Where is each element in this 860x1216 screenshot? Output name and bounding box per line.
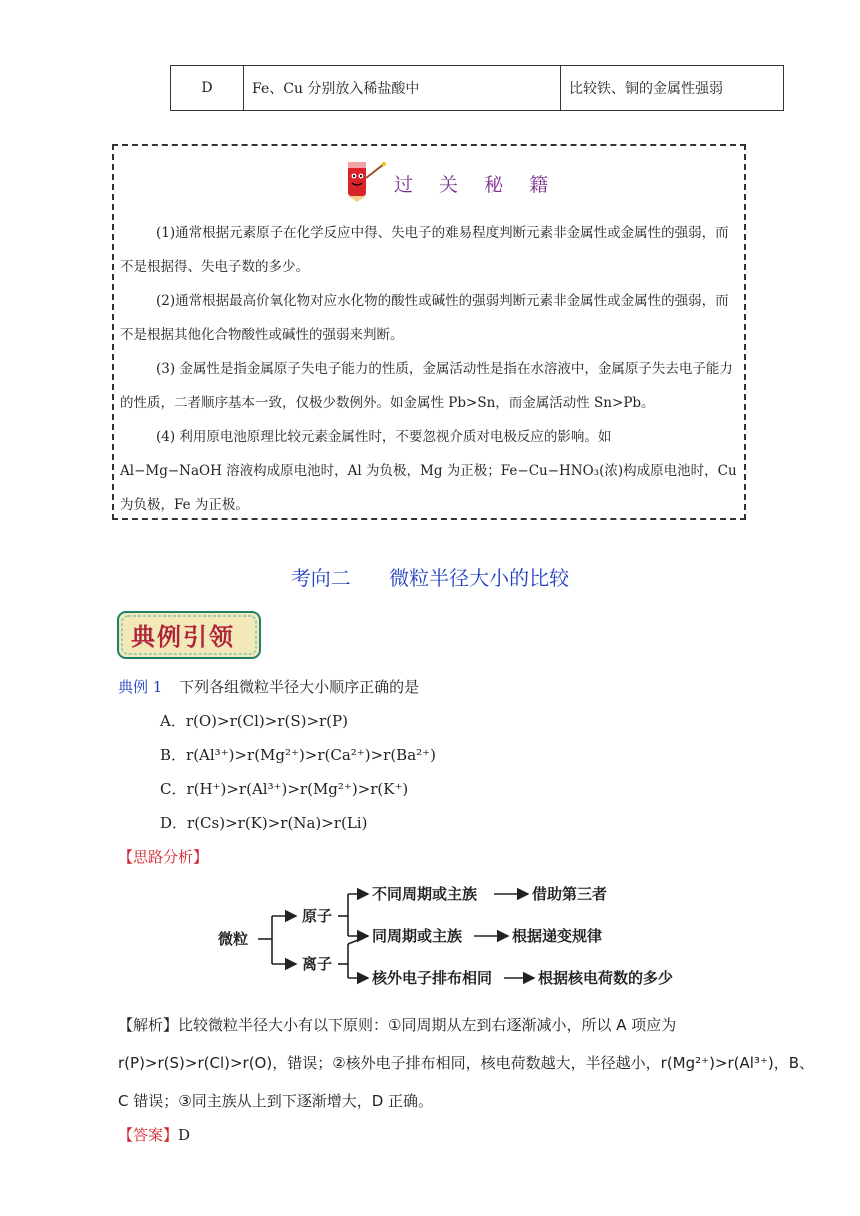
example-question [118, 676, 419, 697]
example-label: 典例 1 [118, 678, 163, 696]
answer-value: D [178, 1126, 191, 1144]
diagram-result3: 根据核电荷数的多少 [538, 969, 674, 987]
section-title-part2: 微粒半径大小的比较 [389, 566, 570, 590]
analysis-heading: 【思路分析】 [118, 848, 209, 866]
diagram-branch2: 同周期或主族 [372, 927, 463, 945]
table-cell-letter: D [171, 66, 244, 111]
tips-title: 过 关 秘 籍 [394, 174, 559, 196]
section-title [0, 562, 860, 591]
analysis-line-3: C 错误；③同主族从上到下逐渐增大，D 正确。 [118, 1092, 434, 1110]
comparison-table [170, 65, 784, 111]
diagram-result1: 借助第三者 [532, 885, 608, 903]
option-b: B．r(Al³⁺)>r(Mg²⁺)>r(Ca²⁺)>r(Ba²⁺) [160, 746, 436, 764]
analysis-line-1: 【解析】比较微粒半径大小有以下原则：①同周期从左到右逐渐减小，所以 A 项应为 [118, 1016, 677, 1034]
option-d: D．r(Cs)>r(K)>r(Na)>r(Li) [160, 814, 368, 832]
answer [118, 1124, 190, 1145]
diagram-ion: 离子 [302, 955, 333, 973]
example-question-text: 下列各组微粒半径大小顺序正确的是 [179, 678, 420, 696]
diagram-atom: 原子 [302, 907, 333, 925]
answer-label: 【答案】 [118, 1126, 179, 1144]
tip-paragraph-3: (3) 金属性是指金属原子失电子能力的性质，金属活动性是指在水溶液中，金属原子失去电子能力的性质，二者顺序基本一致，仅极少数例外。如金属性 Pb>Sn，而金属活动性 Sn>Pb。 [120, 361, 733, 411]
option-a: A．r(O)>r(Cl)>r(S)>r(P) [160, 712, 348, 730]
example-badge-text: 典例引领 [131, 623, 235, 651]
tip-paragraph-4: (4) 利用原电池原理比较元素金属性时，不要忽视介质对电极反应的影响。如 [156, 429, 612, 445]
particle-radius-diagram [210, 874, 710, 1004]
tips-box [112, 144, 746, 520]
diagram-result2: 根据递变规律 [512, 927, 603, 945]
table-cell-operation: Fe、Cu 分别放入稀盐酸中 [244, 66, 561, 111]
tip-paragraph-5: Al−Mg−NaOH 溶液构成原电池时，Al 为负极，Mg 为正极；Fe−Cu−HNO₃(浓)构成原电池时，Cu 为负极，Fe 为正极。 [120, 463, 737, 513]
tip-paragraph-1: (1)通常根据元素原子在化学反应中得、失电子的难易程度判断元素非金属性或金属性的强弱，而不是根据得、失电子数的多少。 [120, 225, 729, 275]
tip-paragraph-2: (2)通常根据最高价氧化物对应水化物的酸性或碱性的强弱判断元素非金属性或金属性的强弱，而不是根据其他化合物酸性或碱性的强弱来判断。 [120, 293, 729, 343]
pencil-mascot-icon [340, 150, 390, 202]
section-title-part1: 考向二 [290, 566, 351, 590]
table-cell-purpose: 比较铁、铜的金属性强弱 [561, 66, 784, 111]
table-row [171, 66, 784, 111]
diagram-branch3: 核外电子排布相同 [372, 969, 493, 987]
diagram-branch1: 不同周期或主族 [372, 885, 478, 903]
option-c: C．r(H⁺)>r(Al³⁺)>r(Mg²⁺)>r(K⁺) [160, 780, 409, 798]
analysis-line-2: r(P)>r(S)>r(Cl)>r(O)，错误；②核外电子排布相同，核电荷数越大，半径越小，r(Mg²⁺)>r(Al³⁺)，B、 [118, 1054, 815, 1072]
diagram-root: 微粒 [218, 930, 249, 948]
